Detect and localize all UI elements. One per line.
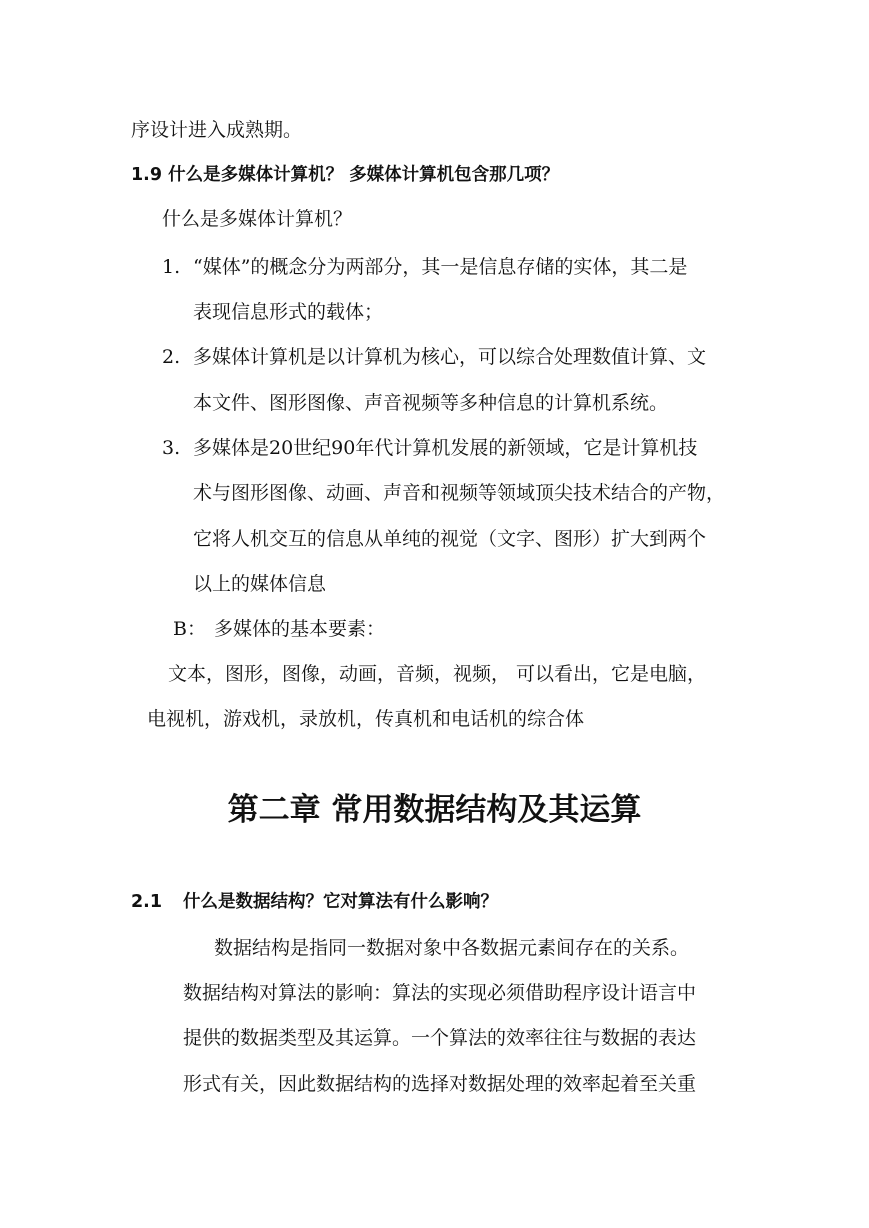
elements-line: 电视机，游戏机，录放机，传真机和电话机的综合体: [147, 708, 585, 730]
b-text: 多媒体的基本要素：: [214, 618, 386, 640]
body-line: 数据结构对算法的影响：算法的实现必须借助程序设计语言中: [183, 982, 697, 1004]
list-item-line: “媒体”的概念分为两部分，其一是信息存储的实体，其二是: [193, 256, 688, 278]
list-number: 1.: [162, 256, 181, 278]
section-1-9-heading: 1.9 什么是多媒体计算机？ 多媒体计算机包含那几项？: [131, 165, 560, 185]
question-line: 什么是多媒体计算机？: [162, 208, 353, 230]
elements-line: 文本，图形，图像，动画，音频，视频， 可以看出，它是电脑，: [168, 663, 707, 685]
body-line: 形式有关，因此数据结构的选择对数据处理的效率起着至关重: [183, 1073, 697, 1095]
list-item-line: 术与图形图像、动画、声音和视频等领域顶尖技术结合的产物，: [193, 482, 726, 504]
section-number: 2.1: [131, 892, 163, 912]
list-item-line: 以上的媒体信息: [193, 573, 327, 595]
list-number: 3.: [162, 437, 181, 459]
list-item-line: 它将人机交互的信息从单纯的视觉（文字、图形）扩大到两个: [193, 528, 707, 550]
body-line: 提供的数据类型及其运算。一个算法的效率往往与数据的表达: [183, 1027, 697, 1049]
list-number: 2.: [162, 346, 181, 368]
list-item-line: 表现信息形式的载体；: [193, 301, 384, 323]
paragraph-tail: 序设计进入成熟期。: [131, 119, 303, 141]
list-item-line: 多媒体是20世纪90年代计算机发展的新领域，它是计算机技: [193, 437, 698, 459]
body-line: 数据结构是指同一数据对象中各数据元素间存在的关系。: [214, 937, 690, 959]
section-2-1-heading: 什么是数据结构？它对算法有什么影响？: [183, 892, 498, 912]
list-item-line: 多媒体计算机是以计算机为核心，可以综合处理数值计算、文: [193, 346, 707, 368]
b-label: B：: [173, 618, 206, 640]
list-item-line: 本文件、图形图像、声音视频等多种信息的计算机系统。: [193, 392, 669, 414]
chapter-title: 第二章 常用数据结构及其运算: [227, 792, 642, 828]
